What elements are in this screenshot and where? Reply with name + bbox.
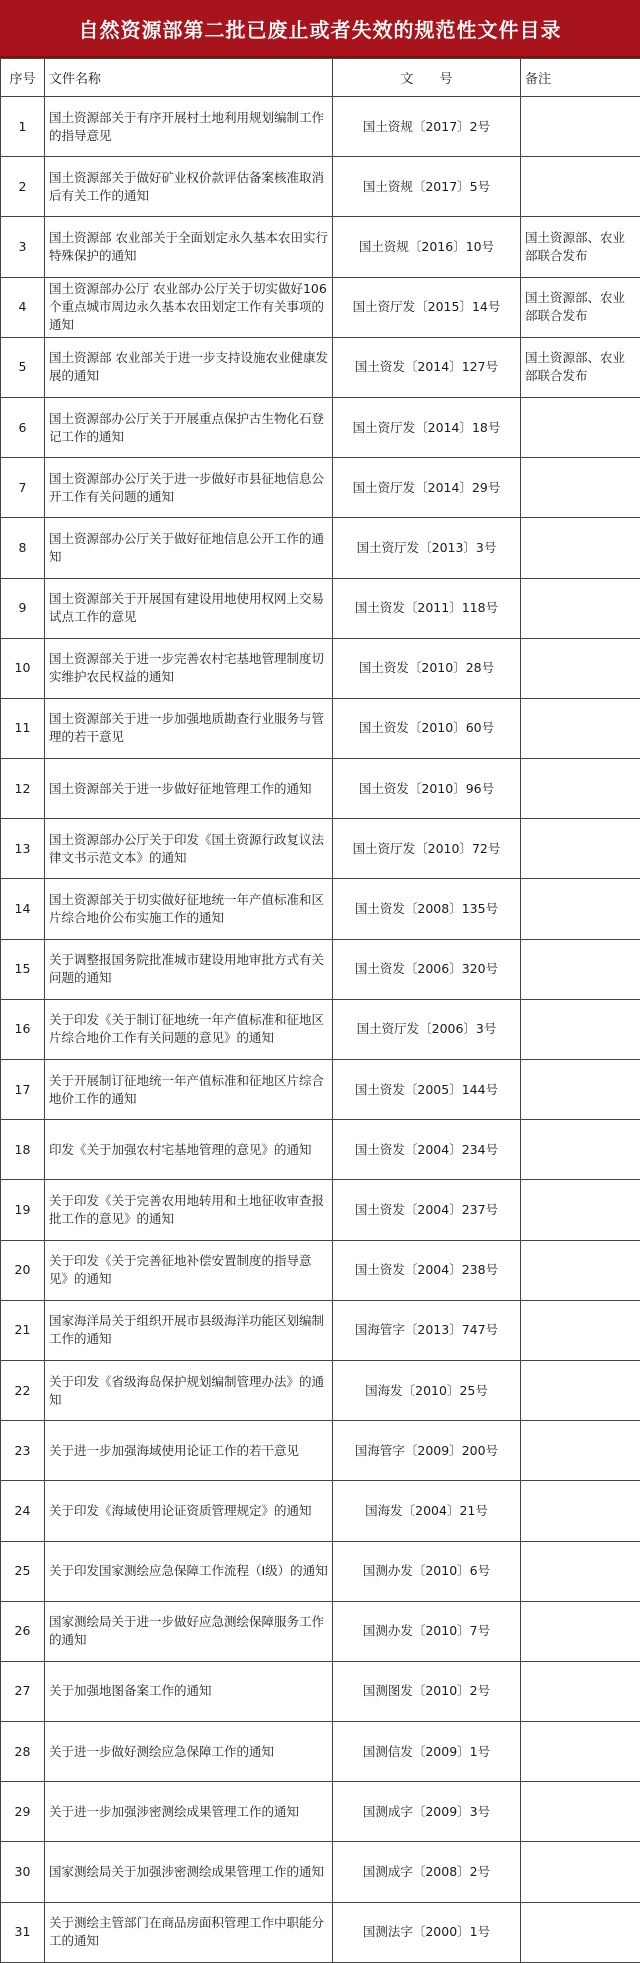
table-row	[1, 759, 640, 819]
cell-doc-no: 国海发〔2004〕21号	[333, 1481, 521, 1541]
cell-note: 国土资源部、农业部联合发布	[521, 217, 640, 277]
cell-note	[521, 1240, 640, 1300]
table-row	[1, 1722, 640, 1782]
cell-note	[521, 1541, 640, 1601]
table-row	[1, 1300, 640, 1360]
cell-name: 国土资源部关于开展国有建设用地使用权网上交易试点工作的意见	[45, 578, 333, 638]
table-row	[1, 397, 640, 457]
cell-index: 25	[1, 1541, 45, 1601]
cell-name: 关于印发《省级海岛保护规划编制管理办法》的通知	[45, 1360, 333, 1420]
cell-index: 6	[1, 397, 45, 457]
table-row	[1, 1421, 640, 1481]
cell-doc-no: 国土资发〔2011〕118号	[333, 578, 521, 638]
cell-name: 国土资源部 农业部关于进一步支持设施农业健康发展的通知	[45, 337, 333, 397]
cell-index: 20	[1, 1240, 45, 1300]
header-name: 文件名称	[45, 59, 333, 97]
cell-note	[521, 1842, 640, 1902]
cell-doc-no: 国测法字〔2000〕1号	[333, 1902, 521, 1962]
cell-index: 23	[1, 1421, 45, 1481]
cell-note	[521, 999, 640, 1059]
cell-name: 关于印发《关于完善征地补偿安置制度的指导意见》的通知	[45, 1240, 333, 1300]
header-note: 备注	[521, 59, 640, 97]
table-row	[1, 518, 640, 578]
table-row	[1, 1541, 640, 1601]
cell-index: 26	[1, 1601, 45, 1661]
cell-name: 关于加强地图备案工作的通知	[45, 1661, 333, 1721]
cell-name: 关于印发国家测绘应急保障工作流程（Ⅰ级）的通知	[45, 1541, 333, 1601]
cell-note	[521, 397, 640, 457]
document-table	[0, 58, 640, 1963]
cell-note	[521, 1300, 640, 1360]
cell-name: 国土资源部关于进一步做好征地管理工作的通知	[45, 759, 333, 819]
table-row	[1, 638, 640, 698]
table-row	[1, 1601, 640, 1661]
table-row	[1, 819, 640, 879]
cell-name: 国土资源部办公厅关于进一步做好市县征地信息公开工作有关问题的通知	[45, 458, 333, 518]
cell-doc-no: 国土资发〔2004〕234号	[333, 1120, 521, 1180]
cell-doc-no: 国土资厅发〔2013〕3号	[333, 518, 521, 578]
cell-note	[521, 1360, 640, 1420]
cell-index: 1	[1, 97, 45, 157]
table-row	[1, 999, 640, 1059]
table-row	[1, 1902, 640, 1962]
cell-doc-no: 国土资规〔2016〕10号	[333, 217, 521, 277]
cell-name: 关于进一步做好测绘应急保障工作的通知	[45, 1722, 333, 1782]
cell-name: 国土资源部 农业部关于全面划定永久基本农田实行特殊保护的通知	[45, 217, 333, 277]
cell-name: 国土资源部关于进一步完善农村宅基地管理制度切实维护农民权益的通知	[45, 638, 333, 698]
table-row	[1, 97, 640, 157]
cell-index: 21	[1, 1300, 45, 1360]
cell-doc-no: 国土资厅发〔2010〕72号	[333, 819, 521, 879]
cell-doc-no: 国土资厅发〔2015〕14号	[333, 277, 521, 337]
cell-doc-no: 国土资发〔2006〕320号	[333, 939, 521, 999]
cell-name: 关于开展制订征地统一年产值标准和征地区片综合地价工作的通知	[45, 1060, 333, 1120]
cell-doc-no: 国测办发〔2010〕7号	[333, 1601, 521, 1661]
cell-name: 国家测绘局关于加强涉密测绘成果管理工作的通知	[45, 1842, 333, 1902]
table-row	[1, 1481, 640, 1541]
cell-index: 16	[1, 999, 45, 1059]
cell-index: 19	[1, 1180, 45, 1240]
table-row	[1, 1240, 640, 1300]
cell-note	[521, 698, 640, 758]
cell-name: 关于调整报国务院批准城市建设用地审批方式有关问题的通知	[45, 939, 333, 999]
cell-name: 国土资源部关于做好矿业权价款评估备案核准取消后有关工作的通知	[45, 157, 333, 217]
table-row	[1, 217, 640, 277]
cell-note	[521, 157, 640, 217]
cell-doc-no: 国土资发〔2005〕144号	[333, 1060, 521, 1120]
cell-index: 18	[1, 1120, 45, 1180]
cell-index: 3	[1, 217, 45, 277]
header-doc-no: 文 号	[333, 59, 521, 97]
cell-index: 2	[1, 157, 45, 217]
cell-name: 国土资源部关于切实做好征地统一年产值标准和区片综合地价公布实施工作的通知	[45, 879, 333, 939]
table-row	[1, 698, 640, 758]
cell-index: 4	[1, 277, 45, 337]
cell-doc-no: 国海管字〔2009〕200号	[333, 1421, 521, 1481]
cell-note	[521, 1180, 640, 1240]
cell-note	[521, 1421, 640, 1481]
cell-doc-no: 国土资发〔2010〕96号	[333, 759, 521, 819]
cell-index: 5	[1, 337, 45, 397]
cell-doc-no: 国测成字〔2008〕2号	[333, 1842, 521, 1902]
cell-note	[521, 1722, 640, 1782]
document-title: 自然资源部第二批已废止或者失效的规范性文件目录	[0, 0, 640, 58]
table-row	[1, 337, 640, 397]
cell-note	[521, 1060, 640, 1120]
table-row	[1, 1120, 640, 1180]
cell-name: 印发《关于加强农村宅基地管理的意见》的通知	[45, 1120, 333, 1180]
cell-index: 10	[1, 638, 45, 698]
cell-doc-no: 国土资发〔2010〕28号	[333, 638, 521, 698]
table-row	[1, 1782, 640, 1842]
cell-name: 国土资源部关于有序开展村土地利用规划编制工作的指导意见	[45, 97, 333, 157]
cell-name: 国土资源部办公厅关于印发《国土资源行政复议法律文书示范文本》的通知	[45, 819, 333, 879]
table-row	[1, 1360, 640, 1420]
cell-name: 关于进一步加强涉密测绘成果管理工作的通知	[45, 1782, 333, 1842]
table-row	[1, 458, 640, 518]
header-index: 序号	[1, 59, 45, 97]
cell-note	[521, 879, 640, 939]
cell-index: 27	[1, 1661, 45, 1721]
cell-note	[521, 1782, 640, 1842]
cell-index: 17	[1, 1060, 45, 1120]
table-row	[1, 1060, 640, 1120]
table-header-row	[1, 59, 640, 97]
cell-note	[521, 518, 640, 578]
cell-note	[521, 578, 640, 638]
cell-doc-no: 国海发〔2010〕25号	[333, 1360, 521, 1420]
cell-doc-no: 国测办发〔2010〕6号	[333, 1541, 521, 1601]
table-row	[1, 1180, 640, 1240]
cell-note	[521, 97, 640, 157]
cell-note	[521, 939, 640, 999]
cell-doc-no: 国海管字〔2013〕747号	[333, 1300, 521, 1360]
cell-index: 8	[1, 518, 45, 578]
cell-name: 国家测绘局关于进一步做好应急测绘保障服务工作的通知	[45, 1601, 333, 1661]
cell-index: 12	[1, 759, 45, 819]
cell-doc-no: 国土资发〔2008〕135号	[333, 879, 521, 939]
cell-doc-no: 国土资发〔2010〕60号	[333, 698, 521, 758]
table-body	[1, 97, 640, 1963]
cell-note: 国土资源部、农业部联合发布	[521, 277, 640, 337]
cell-name: 国土资源部办公厅关于做好征地信息公开工作的通知	[45, 518, 333, 578]
cell-note	[521, 1902, 640, 1962]
table-row	[1, 578, 640, 638]
cell-doc-no: 国土资发〔2004〕238号	[333, 1240, 521, 1300]
cell-note	[521, 1481, 640, 1541]
cell-index: 9	[1, 578, 45, 638]
table-row	[1, 157, 640, 217]
cell-doc-no: 国土资厅发〔2014〕18号	[333, 397, 521, 457]
cell-index: 29	[1, 1782, 45, 1842]
cell-doc-no: 国测图发〔2010〕2号	[333, 1661, 521, 1721]
table-row	[1, 879, 640, 939]
cell-name: 国土资源部办公厅 农业部办公厅关于切实做好106个重点城市周边永久基本农田划定工作有关事项的通知	[45, 277, 333, 337]
cell-doc-no: 国土资厅发〔2006〕3号	[333, 999, 521, 1059]
cell-note	[521, 819, 640, 879]
cell-index: 11	[1, 698, 45, 758]
cell-note	[521, 458, 640, 518]
cell-note	[521, 638, 640, 698]
cell-doc-no: 国土资厅发〔2014〕29号	[333, 458, 521, 518]
cell-name: 关于印发《海域使用论证资质管理规定》的通知	[45, 1481, 333, 1541]
cell-name: 国土资源部办公厅关于开展重点保护古生物化石登记工作的通知	[45, 397, 333, 457]
table-row	[1, 1842, 640, 1902]
cell-note	[521, 1120, 640, 1180]
cell-index: 13	[1, 819, 45, 879]
cell-note: 国土资源部、农业部联合发布	[521, 337, 640, 397]
cell-name: 关于印发《关于完善农用地转用和土地征收审查报批工作的意见》的通知	[45, 1180, 333, 1240]
table-row	[1, 277, 640, 337]
table-row	[1, 1661, 640, 1721]
cell-index: 28	[1, 1722, 45, 1782]
cell-index: 14	[1, 879, 45, 939]
cell-doc-no: 国土资发〔2004〕237号	[333, 1180, 521, 1240]
cell-index: 15	[1, 939, 45, 999]
cell-doc-no: 国土资发〔2014〕127号	[333, 337, 521, 397]
cell-index: 31	[1, 1902, 45, 1962]
table-row	[1, 939, 640, 999]
cell-note	[521, 1601, 640, 1661]
cell-index: 30	[1, 1842, 45, 1902]
cell-doc-no: 国测信发〔2009〕1号	[333, 1722, 521, 1782]
cell-doc-no: 国土资规〔2017〕5号	[333, 157, 521, 217]
cell-doc-no: 国土资规〔2017〕2号	[333, 97, 521, 157]
cell-name: 国家海洋局关于组织开展市县级海洋功能区划编制工作的通知	[45, 1300, 333, 1360]
cell-doc-no: 国测成字〔2009〕3号	[333, 1782, 521, 1842]
cell-name: 国土资源部关于进一步加强地质勘查行业服务与管理的若干意见	[45, 698, 333, 758]
cell-index: 24	[1, 1481, 45, 1541]
cell-note	[521, 759, 640, 819]
cell-name: 关于进一步加强海域使用论证工作的若干意见	[45, 1421, 333, 1481]
cell-name: 关于测绘主管部门在商品房面积管理工作中职能分工的通知	[45, 1902, 333, 1962]
cell-index: 22	[1, 1360, 45, 1420]
cell-note	[521, 1661, 640, 1721]
cell-index: 7	[1, 458, 45, 518]
cell-name: 关于印发《关于制订征地统一年产值标准和征地区片综合地价工作有关问题的意见》的通知	[45, 999, 333, 1059]
